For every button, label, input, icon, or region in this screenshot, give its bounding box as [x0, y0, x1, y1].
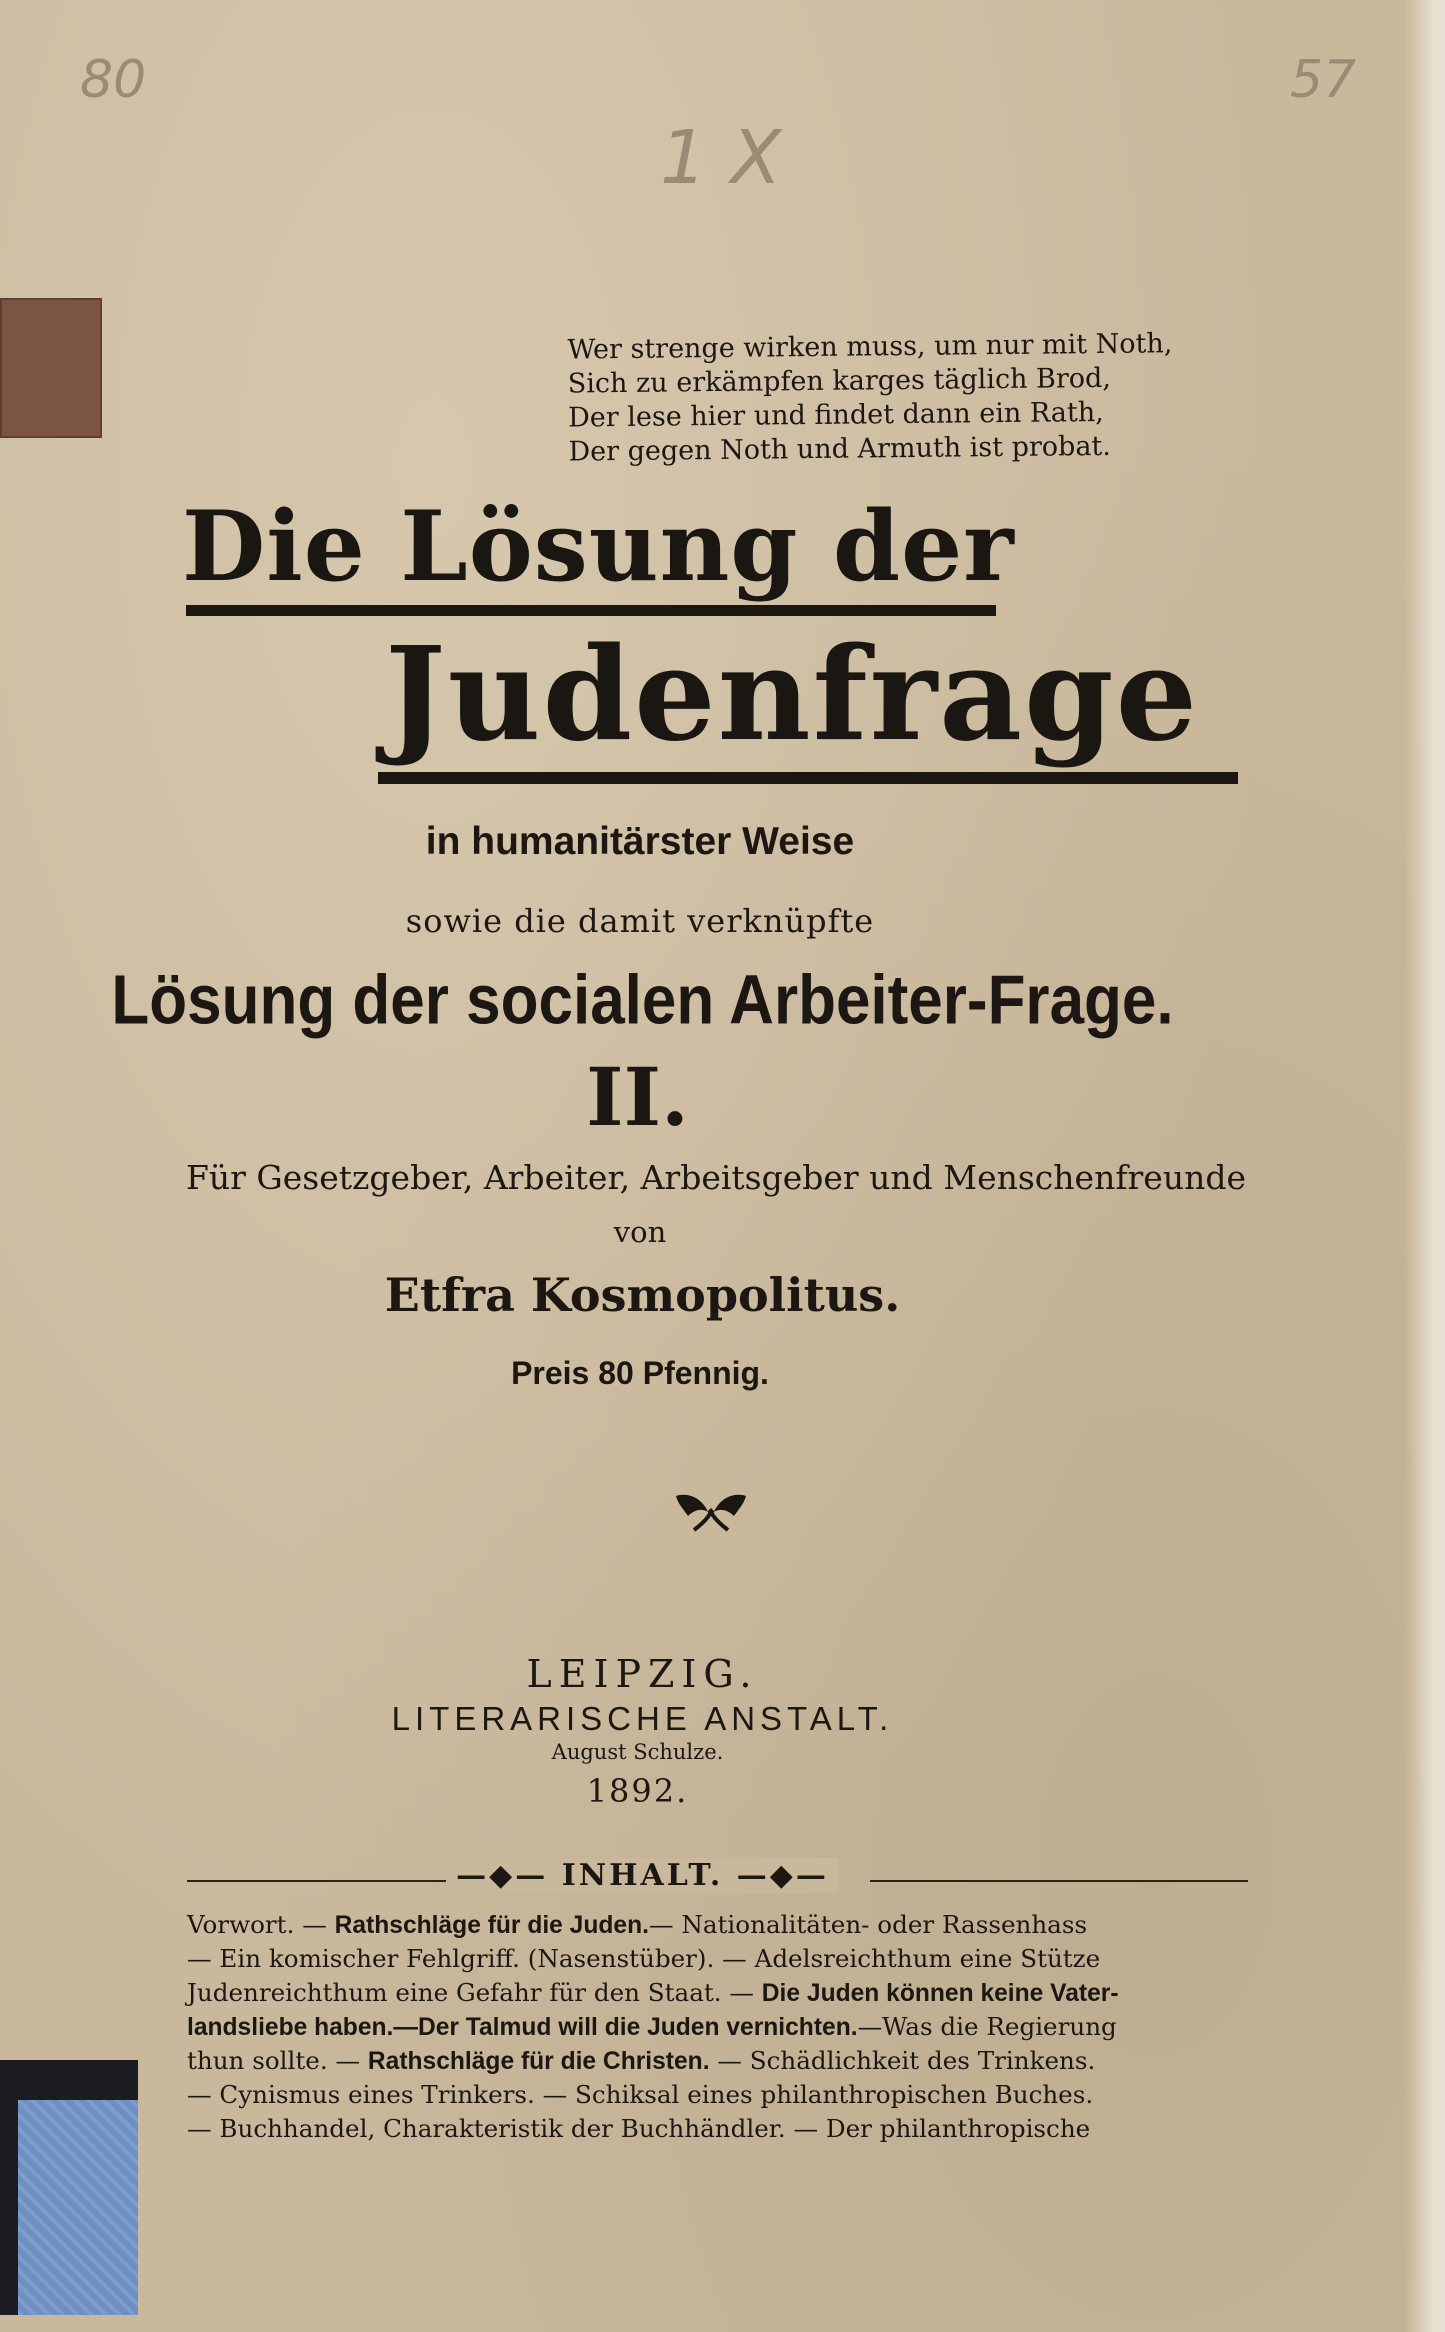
contents-bold-run: Rathschläge für die Juden. — [334, 1912, 649, 1939]
imprint-year: 1892. — [586, 1772, 689, 1810]
subtitle-line-2: sowie die damit verknüpfte — [405, 902, 875, 940]
contents-line — [187, 2078, 1247, 2112]
contents-line — [187, 2112, 1247, 2146]
contents-heading-text: INHALT. — [561, 1858, 724, 1893]
contents-text-run: — Schädlichkeit des Trinkens. — [709, 2046, 1096, 2075]
fleuron-ornament-icon — [672, 1490, 750, 1538]
title-underline-2 — [378, 772, 1238, 784]
author-name: Etfra Kosmopolitus. — [384, 1268, 901, 1322]
contents-text-run: Vorwort. — — [187, 1910, 335, 1939]
epigraph-line: Wer strenge wirken muss, um nur mit Noth, — [567, 328, 1173, 366]
contents-text-run: —Was die Regierung — [857, 2012, 1117, 2041]
epigraph-line: Der gegen Noth und Armuth ist probat. — [568, 430, 1112, 468]
title-line-2: Judenfrage — [385, 620, 1199, 770]
contents-text — [187, 1908, 1247, 2146]
margin-mark-left: 80 — [80, 50, 147, 110]
contents-line — [187, 2044, 1247, 2078]
contents-text-run: — Cynismus eines Trinkers. — Schiksal eines philanthropischen Buches. — [187, 2080, 1094, 2109]
epigraph — [567, 326, 1248, 469]
epigraph-line: Der lese hier und findet dann ein Rath, — [568, 396, 1104, 434]
imprint-city: LEIPZIG. — [526, 1652, 759, 1696]
audience-line: Für Gesetzgeber, Arbeiter, Arbeitsgeber und Menschenfreunde — [186, 1158, 1246, 1197]
contents-heading: —◆— INHALT. —◆— — [0, 1858, 1445, 1893]
contents-bold-run: landsliebe haben.—Der Talmud will die Juden vernichten. — [187, 2014, 858, 2041]
imprint-publisher: LITERARISCHE ANSTALT. — [391, 1700, 894, 1737]
subtitle-line-3: Lösung der socialen Arbeiter-Frage. — [111, 961, 1174, 1040]
title-underline-1 — [186, 605, 996, 616]
contents-bold-run: Die Juden können keine Vater- — [761, 1980, 1119, 2007]
contents-text-run: thun sollte. — — [187, 2046, 368, 2075]
part-number: II. — [586, 1050, 689, 1144]
contents-text-run: — Ein komischer Fehlgriff. (Nasenstüber). — Adelsreichthum eine Stütze — [187, 1944, 1101, 1973]
imprint-printer: August Schulze. — [551, 1740, 724, 1764]
contents-line — [187, 2010, 1247, 2044]
margin-mark-right: 57 — [1290, 50, 1357, 110]
epigraph-line: Sich zu erkämpfen karges täglich Brod, — [567, 362, 1112, 400]
contents-line — [187, 1908, 1247, 1942]
by-line: von — [613, 1215, 667, 1249]
binding-tab — [0, 298, 102, 438]
contents-line — [187, 1976, 1247, 2010]
margin-mark-center: 1 X — [660, 115, 782, 201]
contents-line — [187, 1942, 1247, 1976]
price-line: Preis 80 Pfennig. — [511, 1355, 769, 1391]
page-edge — [1405, 0, 1445, 2332]
contents-bold-run: Rathschläge für die Christen. — [367, 2048, 710, 2075]
contents-text-run: — Buchhandel, Charakteristik der Buchhändler. — Der philanthropische — [187, 2114, 1091, 2143]
library-label-sticker — [18, 2100, 138, 2315]
contents-text-run: — Nationalitäten- oder Rassenhass — [648, 1910, 1088, 1939]
contents-text-run: Judenreichthum eine Gefahr für den Staat. — — [187, 1978, 762, 2007]
subtitle-line-1: in humanitärster Weise — [425, 820, 855, 863]
title-line-1: Die Lösung der — [182, 490, 1015, 603]
